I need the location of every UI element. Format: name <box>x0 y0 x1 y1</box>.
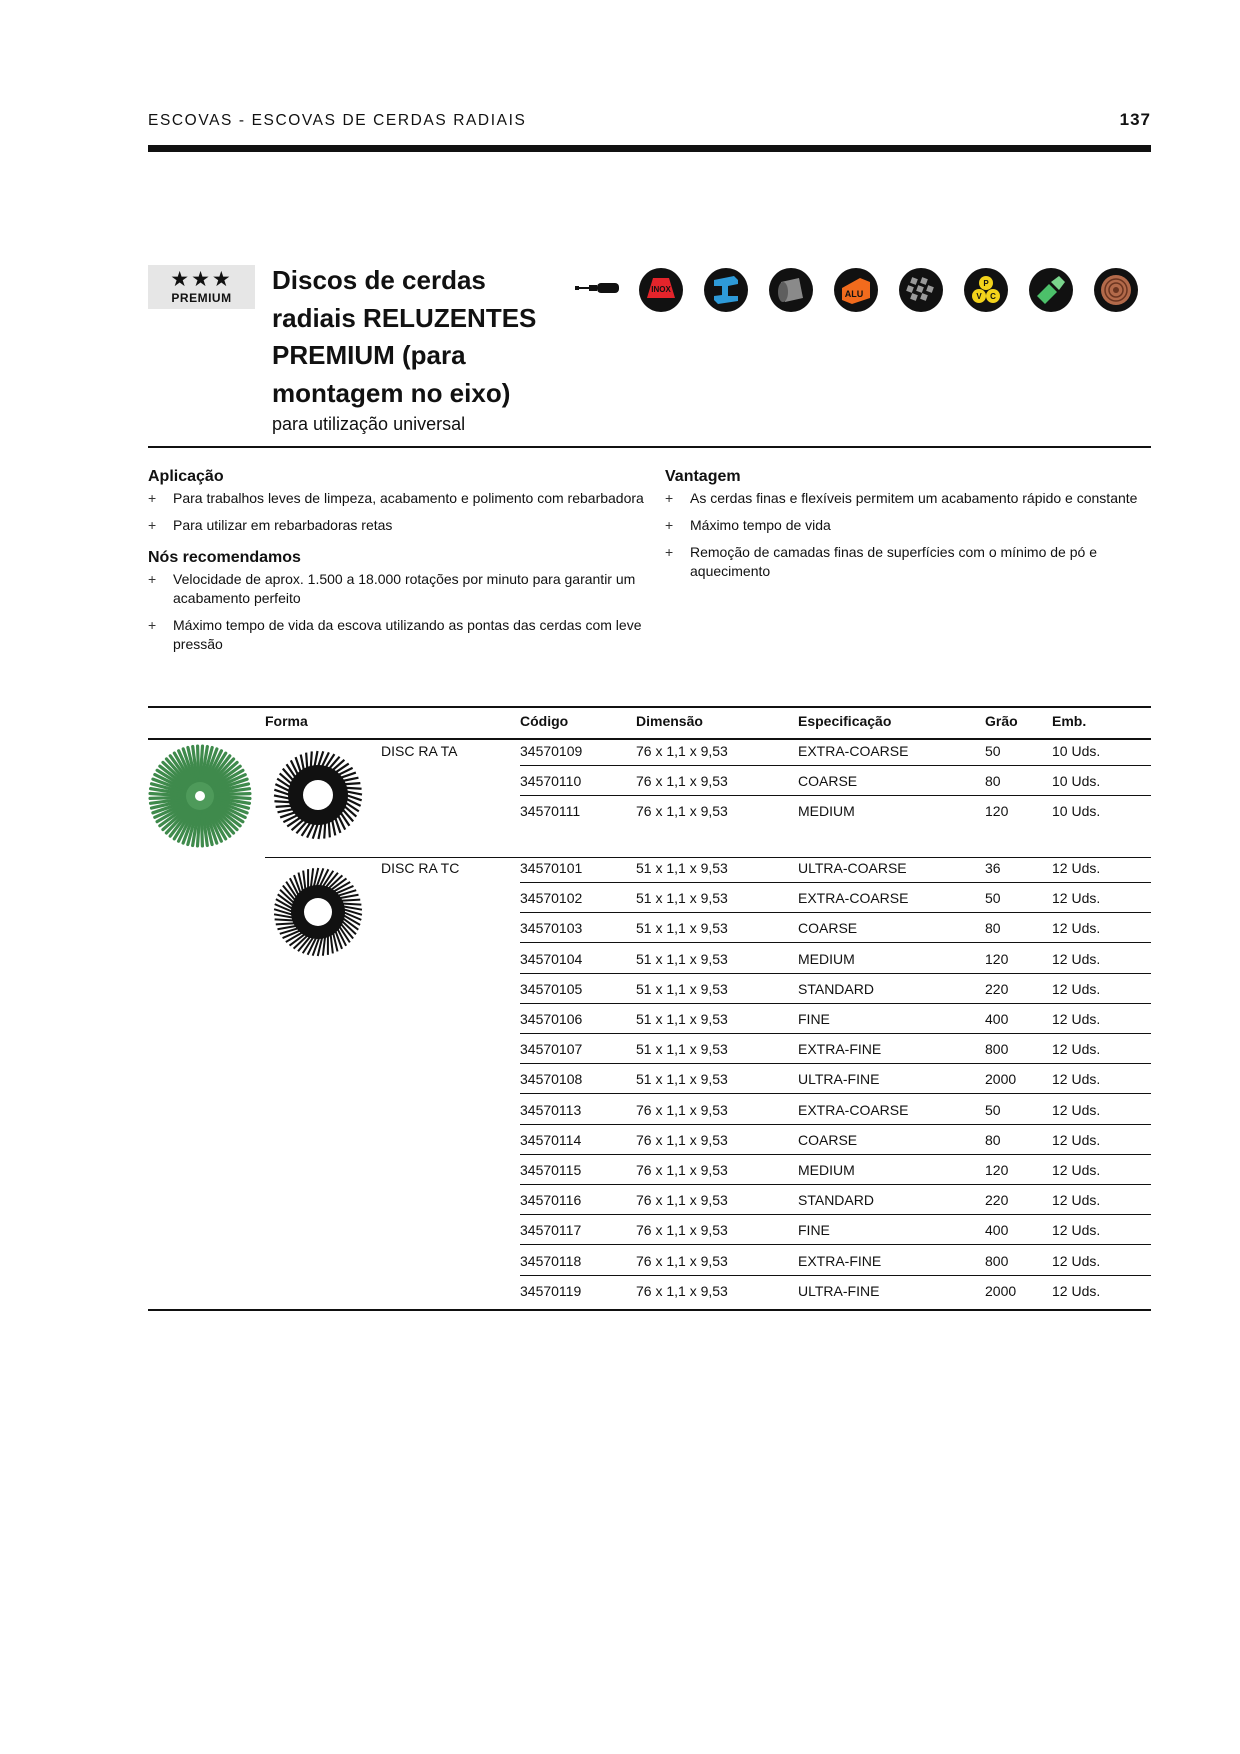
table-row <box>0 1276 1240 1306</box>
table-top-rule <box>148 706 1151 708</box>
inox-material-icon <box>639 268 683 312</box>
wood-material-icon <box>1094 268 1138 312</box>
cell-grao: 50 <box>985 743 1001 759</box>
cell-emb: 12 Uds. <box>1052 1011 1101 1027</box>
table-row <box>0 1125 1240 1155</box>
recommend-heading: Nós recomendamos <box>148 549 301 566</box>
cell-dimensao: 76 x 1,1 x 9,53 <box>636 1222 728 1239</box>
cell-emb: 12 Uds. <box>1052 920 1101 937</box>
column-header-codigo: Código <box>520 713 569 729</box>
cell-codigo: 34570104 <box>520 950 583 967</box>
svg-text:C: C <box>990 292 996 301</box>
cell-dimensao: 76 x 1,1 x 9,53 <box>636 1282 728 1299</box>
cell-codigo: 34570119 <box>520 1282 582 1299</box>
cell-dimensao: 76 x 1,1 x 9,53 <box>636 803 728 820</box>
cell-codigo: 34570101 <box>520 860 583 876</box>
cell-codigo: 34570108 <box>520 1071 583 1088</box>
cell-especificacao: MEDIUM <box>798 803 855 820</box>
table-row <box>0 1246 1240 1276</box>
cell-especificacao: ULTRA-FINE <box>798 1071 880 1088</box>
cell-grao: 220 <box>985 980 1009 997</box>
column-header-forma: Forma <box>265 713 308 729</box>
cell-dimensao: 76 x 1,1 x 9,53 <box>636 1131 728 1148</box>
svg-text:V: V <box>976 292 982 301</box>
list-item: + Máximo tempo de vida da escova utilizando as pontas das cerdas com leve pressão <box>148 616 648 654</box>
table-row <box>0 1034 1240 1064</box>
cell-dimensao: 51 x 1,1 x 9,53 <box>636 1011 728 1027</box>
cell-emb: 10 Uds. <box>1052 743 1101 759</box>
cell-especificacao: MEDIUM <box>798 950 855 967</box>
table-bottom-rule <box>148 1309 1151 1311</box>
cell-dimensao: 51 x 1,1 x 9,53 <box>636 950 728 967</box>
cell-emb: 12 Uds. <box>1052 1192 1101 1209</box>
cell-codigo: 34570106 <box>520 1011 583 1027</box>
cell-dimensao: 76 x 1,1 x 9,53 <box>636 1252 728 1269</box>
column-header-emb: Emb. <box>1052 713 1087 729</box>
cell-especificacao: EXTRA-COARSE <box>798 1101 909 1118</box>
cell-grao: 50 <box>985 1101 1001 1118</box>
cell-codigo: 34570105 <box>520 980 583 997</box>
table-row <box>0 736 1240 766</box>
cell-emb: 12 Uds. <box>1052 1101 1101 1118</box>
cell-grao: 2000 <box>985 1282 1017 1299</box>
cell-dimensao: 51 x 1,1 x 9,53 <box>636 860 728 876</box>
cell-dimensao: 51 x 1,1 x 9,53 <box>636 1041 728 1058</box>
group-divider <box>265 857 1151 858</box>
cell-dimensao: 51 x 1,1 x 9,53 <box>636 1071 728 1088</box>
aluminium-label: ALU <box>844 289 864 299</box>
table-row <box>0 1155 1240 1185</box>
cell-dimensao: 76 x 1,1 x 9,53 <box>636 1192 728 1209</box>
cell-grao: 2000 <box>985 1071 1017 1088</box>
cell-codigo: 34570118 <box>520 1252 582 1269</box>
cell-grao: 800 <box>985 1041 1009 1058</box>
list-item: + Velocidade de aprox. 1.500 a 18.000 rotações por minuto para garantir um acabamento perfeito <box>148 570 648 608</box>
list-item: + Para trabalhos leves de limpeza, acabamento e polimento com rebarbadora <box>148 489 648 508</box>
product-title: Discos de cerdas radiais RELUZENTES PREMIUM (para montagem no eixo) <box>272 265 537 408</box>
cell-dimensao: 76 x 1,1 x 9,53 <box>636 1101 728 1118</box>
cell-emb: 12 Uds. <box>1052 1131 1101 1148</box>
cell-dimensao: 51 x 1,1 x 9,53 <box>636 920 728 937</box>
cell-especificacao: EXTRA-COARSE <box>798 743 909 759</box>
cell-especificacao: COARSE <box>798 773 858 790</box>
shape-label-tc: DISC RA TC <box>381 860 460 876</box>
table-row <box>0 944 1240 974</box>
cell-dimensao: 51 x 1,1 x 9,53 <box>636 890 728 907</box>
cell-codigo: 34570103 <box>520 920 583 937</box>
cell-especificacao: COARSE <box>798 1131 858 1148</box>
cast-iron-pipe-icon <box>769 268 813 312</box>
cell-codigo: 34570115 <box>520 1162 582 1178</box>
list-item: + Máximo tempo de vida <box>665 516 1145 535</box>
table-row <box>0 883 1240 913</box>
title-divider <box>148 446 1151 448</box>
cell-especificacao: EXTRA-FINE <box>798 1041 882 1058</box>
table-row <box>0 1215 1240 1245</box>
cell-emb: 12 Uds. <box>1052 1222 1101 1239</box>
table-row <box>0 1185 1240 1215</box>
table-row <box>0 1004 1240 1034</box>
advantage-list <box>665 489 1145 581</box>
cell-codigo: 34570102 <box>520 890 583 907</box>
cell-codigo: 34570114 <box>520 1131 582 1148</box>
advantage-column <box>665 468 1145 589</box>
cell-grao: 400 <box>985 1222 1009 1239</box>
cell-grao: 50 <box>985 890 1001 907</box>
shape-label-ta: DISC RA TA <box>381 743 458 759</box>
table-row <box>0 766 1240 796</box>
column-header-dimensao: Dimensão <box>636 713 703 729</box>
cell-grao: 120 <box>985 950 1009 967</box>
cell-especificacao: FINE <box>798 1222 830 1239</box>
table-row <box>0 1064 1240 1094</box>
cell-grao: 800 <box>985 1252 1009 1269</box>
cell-dimensao: 51 x 1,1 x 9,53 <box>636 980 728 997</box>
header-divider <box>148 145 1151 152</box>
cell-codigo: 34570107 <box>520 1041 583 1058</box>
cell-grao: 400 <box>985 1011 1009 1027</box>
cell-especificacao: EXTRA-COARSE <box>798 890 909 907</box>
cell-dimensao: 76 x 1,1 x 9,53 <box>636 1162 728 1178</box>
cell-emb: 12 Uds. <box>1052 890 1101 907</box>
cell-emb: 12 Uds. <box>1052 1041 1101 1058</box>
cell-grao: 36 <box>985 860 1001 876</box>
cell-codigo: 34570113 <box>520 1101 582 1118</box>
application-heading: Aplicação <box>148 468 224 485</box>
table-row <box>0 1095 1240 1125</box>
cell-grao: 80 <box>985 920 1001 937</box>
inox-label: INOX <box>651 285 671 294</box>
application-list <box>148 489 648 535</box>
cell-especificacao: COARSE <box>798 920 858 937</box>
table-row <box>0 974 1240 1004</box>
application-column <box>148 468 648 662</box>
cell-grao: 80 <box>985 1131 1001 1148</box>
cell-especificacao: EXTRA-FINE <box>798 1252 882 1269</box>
cell-especificacao: STANDARD <box>798 980 874 997</box>
cell-dimensao: 76 x 1,1 x 9,53 <box>636 743 728 759</box>
pvc-plastics-icon <box>964 268 1008 312</box>
cell-emb: 10 Uds. <box>1052 773 1101 790</box>
cell-grao: 120 <box>985 1162 1009 1178</box>
cell-emb: 12 Uds. <box>1052 1162 1101 1178</box>
cell-codigo: 34570111 <box>520 803 581 820</box>
list-item: + As cerdas finas e flexíveis permitem um acabamento rápido e constante <box>665 489 1145 508</box>
cell-emb: 12 Uds. <box>1052 1252 1101 1269</box>
cell-emb: 12 Uds. <box>1052 980 1101 997</box>
cell-especificacao: MEDIUM <box>798 1162 855 1178</box>
cell-grao: 80 <box>985 773 1001 790</box>
cell-especificacao: ULTRA-FINE <box>798 1282 880 1299</box>
cell-emb: 10 Uds. <box>1052 803 1101 820</box>
cell-emb: 12 Uds. <box>1052 950 1101 967</box>
composite-material-icon <box>899 268 943 312</box>
product-subtitle: para utilização universal <box>272 414 466 434</box>
premium-label: PREMIUM <box>171 291 232 305</box>
cell-emb: 12 Uds. <box>1052 1282 1101 1299</box>
list-item: + Remoção de camadas finas de superfícies com o mínimo de pó e aquecimento <box>665 543 1145 581</box>
straight-grinder-icon <box>575 281 623 295</box>
cell-dimensao: 76 x 1,1 x 9,53 <box>636 773 728 790</box>
cell-codigo: 34570116 <box>520 1192 582 1209</box>
table-row <box>0 913 1240 943</box>
cell-especificacao: STANDARD <box>798 1192 874 1209</box>
aluminium-material-icon <box>834 268 878 312</box>
cell-codigo: 34570110 <box>520 773 582 790</box>
section-title: ESCOVAS - ESCOVAS DE CERDAS RADIAIS <box>148 112 527 129</box>
star-rating-icon: ★★★ <box>170 268 233 291</box>
cell-codigo: 34570109 <box>520 743 583 759</box>
list-item: + Para utilizar em rebarbadoras retas <box>148 516 648 535</box>
cell-grao: 220 <box>985 1192 1009 1209</box>
advantage-heading: Vantagem <box>665 468 741 485</box>
cell-emb: 12 Uds. <box>1052 1071 1101 1088</box>
table-row <box>0 796 1240 826</box>
cell-especificacao: ULTRA-COARSE <box>798 860 907 876</box>
column-header-grao: Grão <box>985 713 1018 729</box>
svg-text:P: P <box>983 279 989 288</box>
column-header-especificacao: Especificação <box>798 713 892 729</box>
cell-codigo: 34570117 <box>520 1222 582 1239</box>
premium-badge <box>148 265 255 309</box>
page-number: 137 <box>1119 110 1151 129</box>
paint-brush-icon <box>1029 268 1073 312</box>
cell-especificacao: FINE <box>798 1011 830 1027</box>
steel-beam-icon <box>704 268 748 312</box>
cell-grao: 120 <box>985 803 1009 820</box>
cell-emb: 12 Uds. <box>1052 860 1101 876</box>
recommend-list <box>148 570 648 654</box>
